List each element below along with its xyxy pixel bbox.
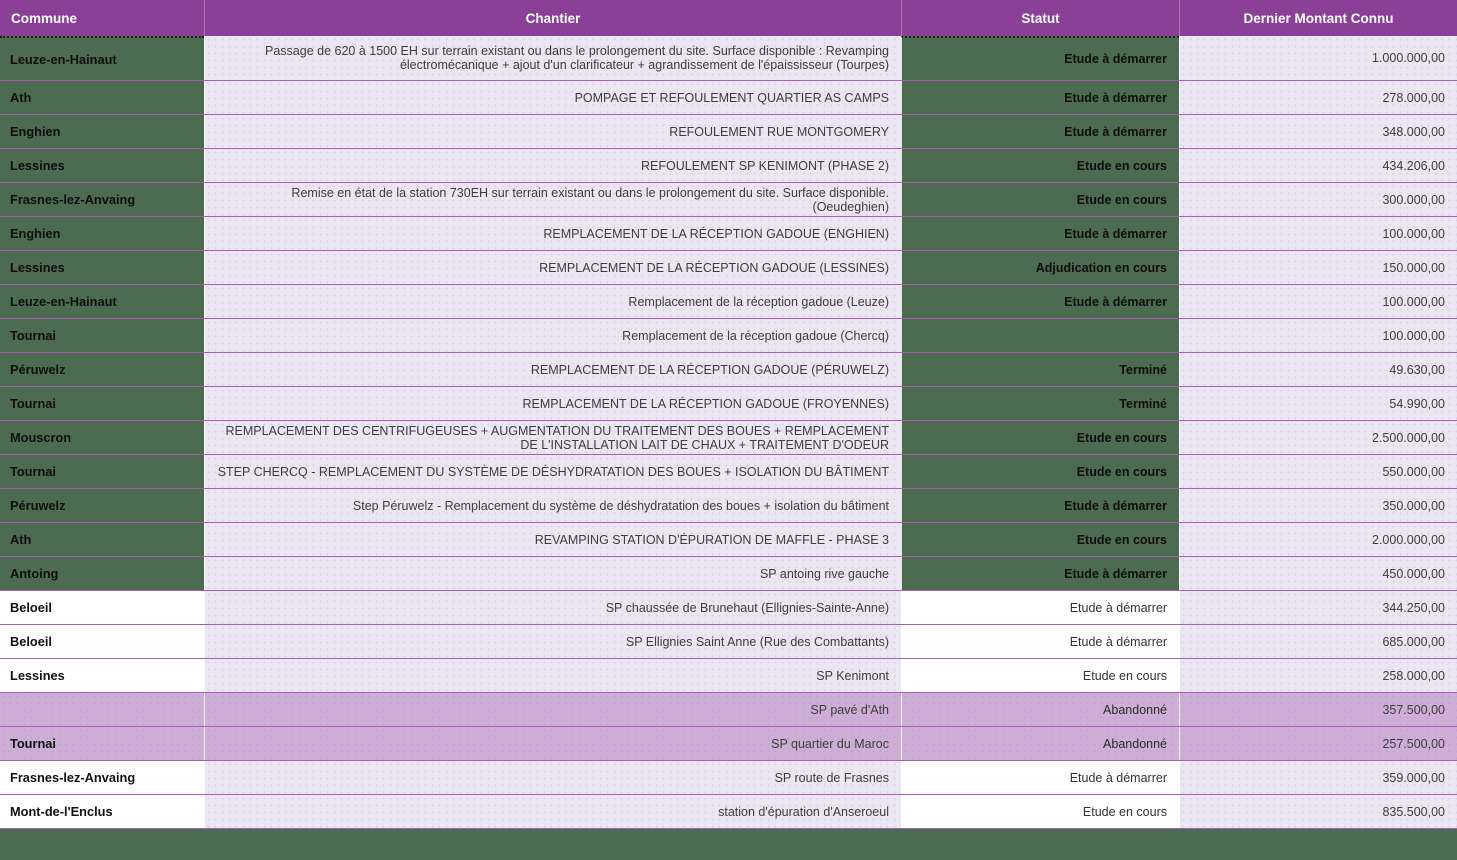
cell-montant: 100.000,00 — [1179, 217, 1457, 250]
cell-commune: Ath — [0, 81, 204, 114]
table-row[interactable] — [0, 455, 1457, 489]
cell-statut: Abandonné — [901, 727, 1179, 760]
cell-statut: Etude en cours — [901, 421, 1179, 454]
table-row[interactable] — [0, 251, 1457, 285]
column-header-dernier-montant-connu[interactable]: Dernier Montant Connu — [1179, 0, 1457, 36]
cell-statut: Etude à démarrer — [901, 81, 1179, 114]
cell-chantier: SP Kenimont — [204, 659, 901, 692]
cell-montant: 348.000,00 — [1179, 115, 1457, 148]
table-row[interactable] — [0, 36, 1457, 81]
cell-commune: Beloeil — [0, 625, 204, 658]
cell-montant: 100.000,00 — [1179, 285, 1457, 318]
cell-commune: Lessines — [0, 251, 204, 284]
table-row[interactable] — [0, 217, 1457, 251]
cell-chantier: SP pavé d'Ath — [204, 693, 901, 726]
cell-commune: Lessines — [0, 149, 204, 182]
cell-statut: Etude à démarrer — [901, 115, 1179, 148]
cell-commune: Tournai — [0, 387, 204, 420]
cell-statut: Etude à démarrer — [901, 591, 1179, 624]
cell-chantier: REMPLACEMENT DE LA RÉCEPTION GADOUE (ENGHIEN) — [204, 217, 901, 250]
table-row[interactable] — [0, 795, 1457, 829]
cell-statut: Etude en cours — [901, 149, 1179, 182]
cell-montant: 685.000,00 — [1179, 625, 1457, 658]
cell-montant: 550.000,00 — [1179, 455, 1457, 488]
table-header-row — [0, 0, 1457, 36]
footer-bar — [0, 829, 1457, 860]
cell-statut: Etude à démarrer — [901, 489, 1179, 522]
cell-chantier: Step Péruwelz - Remplacement du système de déshydratation des boues + isolation du bâtiment — [204, 489, 901, 522]
cell-montant: 257.500,00 — [1179, 727, 1457, 760]
table-row[interactable] — [0, 149, 1457, 183]
cell-commune: Beloeil — [0, 591, 204, 624]
cell-montant: 344.250,00 — [1179, 591, 1457, 624]
table-row[interactable] — [0, 625, 1457, 659]
cell-chantier: SP quartier du Maroc — [204, 727, 901, 760]
cell-chantier: SP chaussée de Brunehaut (Ellignies-Sainte-Anne) — [204, 591, 901, 624]
cell-commune: Péruwelz — [0, 489, 204, 522]
cell-commune: Lessines — [0, 659, 204, 692]
cell-chantier: REVAMPING STATION D'ÉPURATION DE MAFFLE - PHASE 3 — [204, 523, 901, 556]
cell-commune: Ath — [0, 523, 204, 556]
table-row[interactable] — [0, 183, 1457, 217]
cell-commune: Leuze-en-Hainaut — [0, 285, 204, 318]
table-row[interactable] — [0, 115, 1457, 149]
cell-montant: 300.000,00 — [1179, 183, 1457, 216]
cell-chantier: Remise en état de la station 730EH sur terrain existant ou dans le prolongement du site. Surface disponible. (Oeudeghien) — [204, 183, 901, 216]
column-header-commune[interactable]: Commune — [11, 10, 78, 26]
cell-commune: Tournai — [0, 727, 204, 760]
column-header-chantier[interactable]: Chantier — [204, 0, 901, 36]
cell-montant: 258.000,00 — [1179, 659, 1457, 692]
cell-statut: Etude à démarrer — [901, 761, 1179, 794]
cell-chantier: SP Ellignies Saint Anne (Rue des Combattants) — [204, 625, 901, 658]
cell-chantier: station d'épuration d'Anseroeul — [204, 795, 901, 828]
cell-chantier: Passage de 620 à 1500 EH sur terrain existant ou dans le prolongement du site. Surface disponible : Revamping électromécanique + ajout d'un clarificateur + agrandissement de l'épaississeur (Tourpes) — [204, 36, 901, 80]
cell-chantier: SP route de Frasnes — [204, 761, 901, 794]
cell-commune: Leuze-en-Hainaut — [0, 36, 204, 80]
cell-montant: 49.630,00 — [1179, 353, 1457, 386]
table-row[interactable] — [0, 693, 1457, 727]
cell-statut: Terminé — [901, 353, 1179, 386]
cell-commune — [0, 693, 204, 726]
cell-statut: Etude à démarrer — [901, 625, 1179, 658]
cell-commune: Frasnes-lez-Anvaing — [0, 761, 204, 794]
cell-statut: Adjudication en cours — [901, 251, 1179, 284]
table-row[interactable] — [0, 727, 1457, 761]
column-header-statut[interactable]: Statut — [901, 0, 1179, 36]
cell-montant: 54.990,00 — [1179, 387, 1457, 420]
cell-montant: 835.500,00 — [1179, 795, 1457, 828]
table-row[interactable] — [0, 591, 1457, 625]
cell-chantier: Remplacement de la réception gadoue (Leuze) — [204, 285, 901, 318]
cell-commune: Tournai — [0, 455, 204, 488]
cell-commune: Mont-de-l'Enclus — [0, 795, 204, 828]
cell-chantier: REMPLACEMENT DES CENTRIFUGEUSES + AUGMENTATION DU TRAITEMENT DES BOUES + REMPLACEMENT DE L'INSTALLATION LAIT DE CHAUX + TRAITEMENT D'ODEUR — [204, 421, 901, 454]
table-row[interactable] — [0, 353, 1457, 387]
cell-chantier: REMPLACEMENT DE LA RÉCEPTION GADOUE (PÉRUWELZ) — [204, 353, 901, 386]
cell-statut: Etude en cours — [901, 659, 1179, 692]
cell-commune: Enghien — [0, 115, 204, 148]
cell-commune: Enghien — [0, 217, 204, 250]
cell-statut: Terminé — [901, 387, 1179, 420]
cell-statut: Abandonné — [901, 693, 1179, 726]
cell-chantier: REMPLACEMENT DE LA RÉCEPTION GADOUE (LESSINES) — [204, 251, 901, 284]
cell-chantier: SP antoing rive gauche — [204, 557, 901, 590]
cell-statut — [901, 319, 1179, 352]
cell-commune: Péruwelz — [0, 353, 204, 386]
table-body — [0, 36, 1457, 829]
table-row[interactable] — [0, 319, 1457, 353]
cell-montant: 434.206,00 — [1179, 149, 1457, 182]
table-row[interactable] — [0, 761, 1457, 795]
cell-montant: 2.000.000,00 — [1179, 523, 1457, 556]
cell-montant: 1.000.000,00 — [1179, 36, 1457, 80]
cell-commune: Tournai — [0, 319, 204, 352]
cell-montant: 450.000,00 — [1179, 557, 1457, 590]
table-row[interactable] — [0, 285, 1457, 319]
cell-montant: 100.000,00 — [1179, 319, 1457, 352]
table-row[interactable] — [0, 557, 1457, 591]
table-row[interactable] — [0, 421, 1457, 455]
cell-chantier: REFOULEMENT SP KENIMONT (PHASE 2) — [204, 149, 901, 182]
cell-statut: Etude à démarrer — [901, 36, 1179, 80]
table-row[interactable] — [0, 523, 1457, 557]
cell-statut: Etude en cours — [901, 183, 1179, 216]
cell-chantier: REFOULEMENT RUE MONTGOMERY — [204, 115, 901, 148]
cell-chantier: REMPLACEMENT DE LA RÉCEPTION GADOUE (FROYENNES) — [204, 387, 901, 420]
cell-chantier: POMPAGE ET REFOULEMENT QUARTIER AS CAMPS — [204, 81, 901, 114]
cell-montant: 2.500.000,00 — [1179, 421, 1457, 454]
cell-statut: Etude à démarrer — [901, 217, 1179, 250]
cell-montant: 357.500,00 — [1179, 693, 1457, 726]
table-row[interactable] — [0, 489, 1457, 523]
cell-statut: Etude à démarrer — [901, 285, 1179, 318]
cell-commune: Antoing — [0, 557, 204, 590]
table-row[interactable] — [0, 81, 1457, 115]
cell-montant: 278.000,00 — [1179, 81, 1457, 114]
cell-chantier: Remplacement de la réception gadoue (Chercq) — [204, 319, 901, 352]
cell-statut: Etude à démarrer — [901, 557, 1179, 590]
cell-commune: Mouscron — [0, 421, 204, 454]
cell-montant: 150.000,00 — [1179, 251, 1457, 284]
table-row[interactable] — [0, 387, 1457, 421]
cell-commune: Frasnes-lez-Anvaing — [0, 183, 204, 216]
cell-montant: 350.000,00 — [1179, 489, 1457, 522]
cell-montant: 359.000,00 — [1179, 761, 1457, 794]
table-row[interactable] — [0, 659, 1457, 693]
cell-chantier: STEP CHERCQ - REMPLACEMENT DU SYSTÈME DE DÉSHYDRATATION DES BOUES + ISOLATION DU BÂTIMENT — [204, 455, 901, 488]
cell-statut: Etude en cours — [901, 455, 1179, 488]
cell-statut: Etude en cours — [901, 523, 1179, 556]
cell-statut: Etude en cours — [901, 795, 1179, 828]
